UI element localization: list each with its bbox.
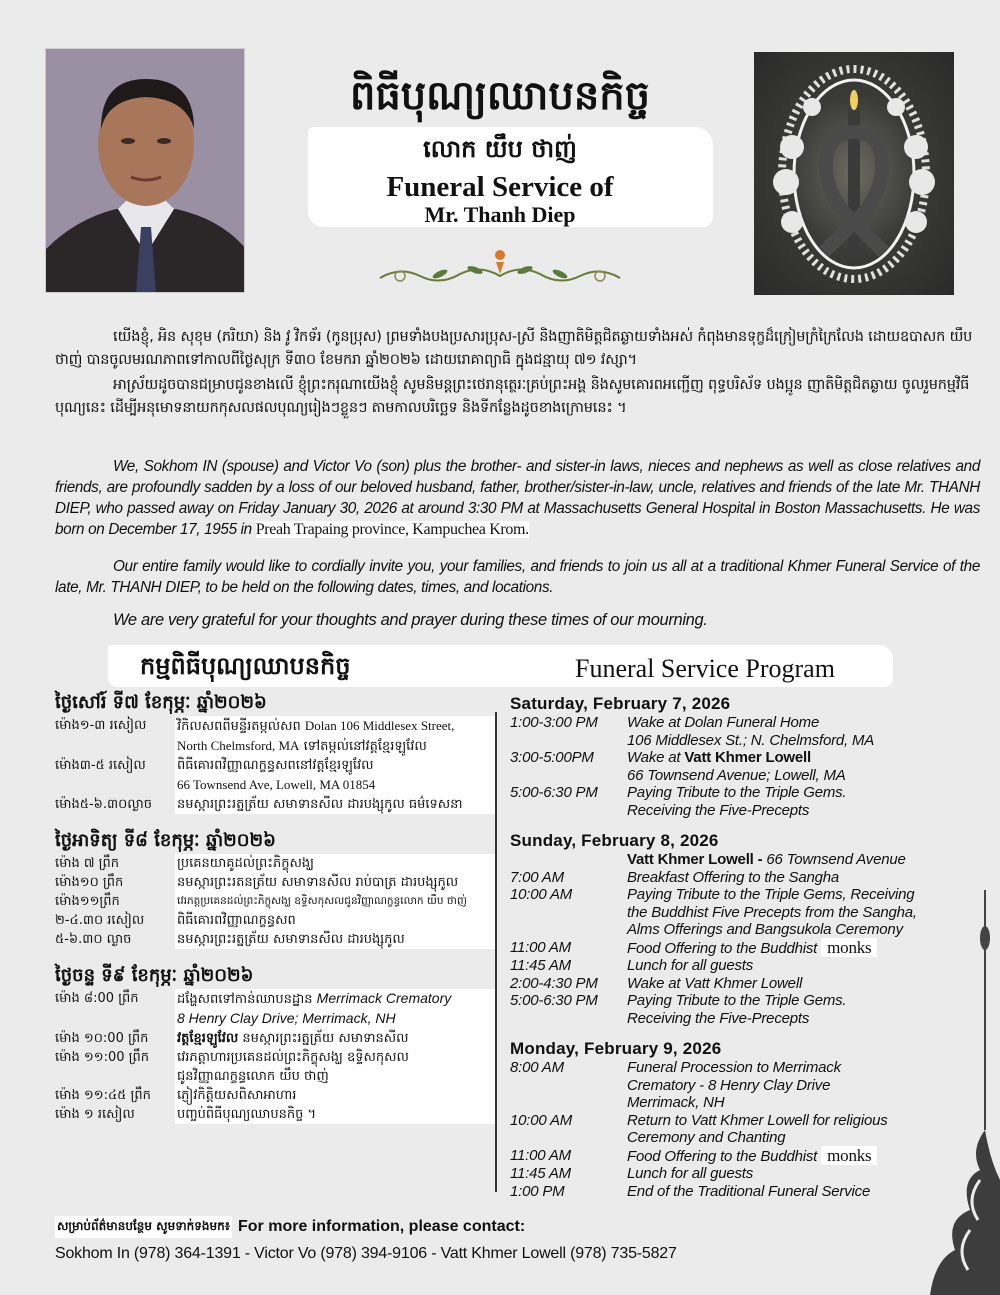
schedule-time-khmer [55,775,175,795]
schedule-desc-english [627,975,940,993]
portrait-illustration [46,49,245,293]
schedule-time-khmer: ២-៤.៣០ រសៀល [55,913,145,928]
day-spacer [510,819,940,831]
schedule-time-english: 1:00-3:00 PM [510,714,598,731]
schedule-row-khmer [55,716,495,736]
schedule-row-english [510,767,940,785]
schedule-desc-bold: វត្តខ្មែរឡូវែល [177,1031,239,1046]
schedule-time-english [510,1094,627,1112]
schedule-desc-khmer [175,775,495,795]
schedule-row-khmer [55,1048,495,1067]
contact-lead-khmer: សម្រាប់ព័ត៌មានបន្ថែម សូមទាក់ទងមក៖ [55,1216,232,1238]
schedule-day-heading-khmer: ថ្ងៃអាទិត្យ ទី៨ ខែកុម្ភៈ ឆ្នាំ២០២៦ [55,830,276,851]
program-title-khmer: កម្មពិធីបុណ្យឈាបនកិច្ច [140,651,351,680]
schedule-row-english [510,1059,940,1077]
schedule-time-khmer [55,736,175,756]
schedule-row-english [510,1147,940,1166]
schedule-row-khmer [55,736,495,756]
schedule-time-khmer: ម៉ោង១១ព្រឹក [55,894,120,909]
mourning-emblem [754,52,954,295]
schedule-time-khmer: ៥-៦.៣០ ល្ងាច [55,932,132,947]
schedule-desc-text: Food Offering to the Buddhist [627,1147,822,1165]
schedule-time-english: 11:00 AM [510,938,571,956]
schedule-desc-text: Paying Tribute to the Triple Gems, Receiving [627,886,915,903]
schedule-desc-text: វេរភត្តប្រគេនដល់ព្រះភិក្ខុសង្ឃ ឧទ្ទិសកុសលជូនវិញ្ញាណក្ខន្ធលោក យឹប ថាញ់ [177,895,467,907]
schedule-row-english [510,732,940,750]
schedule-desc-text: បញ្ចប់ពិធីបុណ្យឈាបនកិច្ច ។ [177,1107,317,1122]
day-spacer [55,949,495,963]
schedule-desc-text: ទៅតម្កល់នៅវត្តខ្មែរឡូវែល [303,739,427,754]
schedule-day-heading-khmer: ថ្ងៃចន្ទ ទី៩ ខែកុម្ភៈ ឆ្នាំ២០២៦ [55,965,254,986]
schedule-time-english: 11:00 AM [510,1146,571,1164]
schedule-desc-text: Food Offering to the Buddhist [627,939,822,957]
schedule-time-khmer: ម៉ោង ១០:00 ព្រឹក [55,1031,149,1046]
schedule-desc-english [627,992,940,1010]
day-spacer [510,1027,940,1039]
schedule-desc-english [627,714,940,732]
schedule-desc-text: ដង្ហែសពទៅកាន់ឈាបនដ្ឋាន [177,992,313,1007]
schedule-desc-text: ភ្ញៀវកិត្តិយសពិសាអាហារ [177,1088,297,1103]
schedule-desc-khmer [175,756,495,775]
schedule-desc-english [627,802,940,820]
schedule-desc-english-inline: 66 Townsend Ave, Lowell, MA 01854 [177,777,376,792]
column-divider [495,712,497,1192]
schedule-row-english [510,921,940,939]
schedule-row-khmer [55,756,495,775]
schedule-desc-english [627,1094,940,1112]
schedule-desc-english [627,1183,940,1201]
schedule-desc-text: 66 Townsend Avenue; Lowell, MA [627,766,846,784]
intro-english-text-2: Our entire family would like to cordially invite you, your families, and friends to join us all at a traditional Khmer Funeral Service of the late, Mr. THANH DIEP, to be held on the following dates, times, and locations. [55,558,980,596]
schedule-desc-khmer [175,736,495,756]
schedule-day-heading-english: Monday, February 9, 2026 [510,1039,722,1058]
schedule-desc-text: Wake at Vatt Khmer Lowell [627,974,803,992]
schedule-desc-english [627,886,940,904]
title-khmer: ពិធីបុណ្យឈាបនកិច្ច [350,72,650,119]
schedule-desc-text: ប្រគេនយាគូដល់ព្រះភិក្ខុសង្ឃ [177,856,314,871]
schedule-desc-text: វេរភត្តាហារប្រគេនដល់ព្រះភិក្ខុសង្ឃ ឧទ្ទិសកុសល [177,1050,409,1065]
schedule-desc-text: នមស្ការព្រះរត្នត្រ័យ សមាទានសីល ដារបង្សុកូល [177,932,405,947]
schedule-time-khmer: ម៉ោង ១១:00 ព្រឹក [55,1050,149,1065]
schedule-day-heading-english: Sunday, February 8, 2026 [510,831,719,850]
schedule-time-english: 5:00-6:30 PM [510,784,598,801]
schedule-desc-text: Crematory - 8 Henry Clay Drive [627,1076,831,1094]
schedule-time-english: 10:00 AM [510,886,573,903]
schedule-time-english [510,1077,627,1095]
schedule-row-english [510,1112,940,1130]
schedule-time-english [510,904,627,922]
schedule-desc-text: Alms Offerings and Bangsukola Ceremony [627,921,903,938]
schedule-desc-text: Lunch for all guests [627,1165,754,1182]
schedule-desc-english [627,1112,940,1130]
schedule-time-english: 7:00 AM [510,868,564,886]
schedule-time-khmer: ម៉ោង ១១:៤៥ ព្រឹក [55,1088,151,1103]
schedule-row-khmer [55,1029,495,1048]
intro-khmer-text-1: យើងខ្ញុំ, អិន សុខុម (ភរិយា) និង វូ វិកទ័រ (កូនប្រុស) ព្រមទាំងបងប្រសារប្រុស-ស្រី និងញាតិមិត្តជិតឆ្ងាយទាំងអស់ កំពុងមានទុក្ខដ៏ក្រៀមក្រំក្រៃលែង ដោយឧបាសក យឹប ថាញ់ បានចូលមរណភាពទៅកាលពីថ្ងៃសុក្រ ទី៣០ ខែមករា ឆ្នាំ២០២៦ ដោយរោគាព្យាធិ ក្នុងជន្មាយុ ៧១ វស្សា។ [55,329,973,368]
monks-text: monks [821,938,877,957]
schedule-desc-english [627,1147,940,1166]
contact-phone-numbers: Sokhom In (978) 364-1391 - Victor Vo (978) 394-9106 - Vatt Khmer Lowell (978) 735-5827 [55,1245,677,1262]
schedule-desc-text: ជូនវិញ្ញាណក្ខន្ធលោក យឹប ថាញ់ [177,1069,329,1084]
schedule-desc-text: នមស្ការព្រះរតនត្រ័យ សមាទានសីល រាប់បាត្រ ដារបង្សុកូល [177,875,459,890]
schedule-desc-text: Wake at [627,749,685,766]
schedule-english [510,694,940,1200]
schedule-desc-english [627,784,940,802]
schedule-desc-english-inline: Merrimack Crematory [316,990,452,1006]
schedule-time-khmer: ម៉ោង១-៣ រសៀល [55,718,147,733]
schedule-row-khmer [55,989,495,1009]
schedule-desc-text: Receiving the Five-Precepts [627,1009,810,1027]
schedule-time-english: 2:00-4:30 PM [510,974,598,992]
schedule-khmer [55,690,495,1124]
schedule-time-english: 3:00-5:00PM [510,749,594,766]
schedule-row-khmer [55,873,495,892]
intro-english-text-3: We are very grateful for your thoughts and prayer during these times of our mourning. [113,611,708,629]
schedule-time-khmer: ម៉ោង ៧ ព្រឹក [55,856,120,871]
schedule-time-khmer: ម៉ោង១០ ព្រឹក [55,875,124,890]
schedule-desc-khmer [175,716,495,736]
schedule-time-english [510,732,627,750]
subtitle-khmer-name: លោក យឹប ថាញ់ [423,134,577,163]
schedule-desc-text: Lunch for all guests [627,957,754,974]
schedule-time-english [510,802,627,820]
schedule-row-khmer [55,892,495,911]
schedule-row-english [510,939,940,958]
schedule-desc-text: Receiving the Five-Precepts [627,801,810,819]
schedule-desc-khmer [175,911,495,930]
schedule-desc-khmer [175,795,495,814]
schedule-desc-bold: Vatt Khmer Lowell [684,749,811,766]
schedule-day-heading-english: Saturday, February 7, 2026 [510,694,731,713]
schedule-desc-khmer [175,1086,495,1105]
schedule-time-english: 5:00-6:30 PM [510,992,598,1009]
contact-heading [55,1216,525,1238]
schedule-desc-text: Ceremony and Chanting [627,1129,786,1146]
schedule-desc-khmer [175,1067,495,1086]
intro-english-paragraph-1 [55,456,980,540]
schedule-desc-text: Funeral Procession to Merrimack [627,1059,841,1076]
schedule-row-english [510,975,940,993]
schedule-row-khmer [55,1105,495,1124]
birthplace-text: Preah Trapaing province, Kampuchea Krom. [255,521,529,538]
schedule-row-english [510,957,940,975]
schedule-time-english [510,1010,627,1028]
schedule-desc-text: the Buddhist Five Precepts from the Sangha, [627,903,917,921]
schedule-day-heading-khmer: ថ្ងៃសៅរ៍ ទី៧ ខែកុម្ភៈ ឆ្នាំ២០២៦ [55,692,267,713]
schedule-desc-text: Return to Vatt Khmer Lowell for religious [627,1111,888,1129]
schedule-desc-english [627,1059,940,1077]
schedule-desc-bold: Vatt Khmer Lowell - [627,851,763,868]
schedule-row-english [510,904,940,922]
schedule-time-english [510,921,627,939]
schedule-desc-text: Breakfast Offering to the Sangha [627,868,840,886]
schedule-desc-khmer [175,1009,495,1029]
schedule-row-english [510,714,940,732]
schedule-row-khmer [55,854,495,873]
schedule-row-english [510,886,940,904]
intro-khmer-text-2: អាស្រ័យដូចបានជម្រាបជូនខាងលើ ខ្ញុំព្រះករុណាយើងខ្ញុំ សូមនិមន្តព្រះថេរានុត្ថេរៈគ្រប់ព្រះអង្គ និងសូមគោរពអញ្ជើញ ពុទ្ធបរិស័ទ បងប្អូន ញាតិមិត្តជិតឆ្ងាយ ចូលរួមកម្មវិធីបុណ្យនេះ ដើម្បីអនុមោទនាយកកុសលផលបុណ្យរៀងៗខ្លួនៗ តាមកាលបរិច្ឆេទ និងទីកន្លែងដូចខាងក្រោមនេះ ។ [55,377,970,416]
schedule-desc-text: 66 Townsend Avenue [762,851,906,868]
schedule-desc-english [627,1165,940,1183]
schedule-desc-text: Paying Tribute to the Triple Gems. [627,784,847,801]
schedule-desc-english [627,732,940,750]
contact-lead-english: For more information, please contact: [238,1218,526,1235]
schedule-row-khmer [55,911,495,930]
schedule-desc-english [627,1010,940,1028]
schedule-desc-english [627,869,940,887]
schedule-time-khmer: ម៉ោង៥-៦.៣០ល្ងាច [55,797,153,812]
floral-ornament-icon [370,248,630,288]
schedule-desc-english [627,904,940,922]
schedule-desc-khmer [175,892,495,911]
schedule-desc-khmer [175,989,495,1009]
schedule-time-english: 8:00 AM [510,1059,564,1076]
schedule-desc-khmer [175,873,495,892]
intro-english-paragraph-2 [55,556,980,598]
intro-english-text-1: We, Sokhom IN (spouse) and Victor Vo (son) plus the brother- and sister-in laws, nieces and nephews as well as close relatives and friends, are profoundly sadden by a loss of our beloved husband, father, brother/sister-in-law, uncle, relatives and friends of the late Mr. THANH DIEP, who passed away on Friday January 30, 2026 at around 3:30 PM at Massachusetts General Hospital in Boston Massachusetts. He was born on December 17, 1955 in [55,458,980,538]
intro-english-paragraph-3 [55,610,980,631]
schedule-desc-text: វិកិលសពពីមន្ទីរតម្កល់សព [177,719,301,734]
schedule-time-english [510,851,627,869]
schedule-row-khmer [55,1086,495,1105]
monks-text: monks [821,1146,877,1165]
schedule-desc-english-inline: 8 Henry Clay Drive; Merrimack, NH [177,1010,396,1026]
schedule-time-khmer: ម៉ោង៣-៥ រសៀល [55,758,146,773]
schedule-row-khmer [55,1067,495,1086]
schedule-row-english [510,784,940,802]
schedule-row-english [510,851,940,869]
schedule-desc-khmer [175,930,495,949]
ribbon-candle-icon [754,52,954,295]
schedule-desc-text: Merrimack, NH [627,1094,725,1111]
schedule-desc-english [627,957,940,975]
schedule-desc-text: Wake at Dolan Funeral Home [627,714,820,731]
schedule-time-english: 11:45 AM [510,1165,571,1182]
schedule-desc-khmer [175,854,495,873]
schedule-time-khmer: ម៉ោង ៨:00 ព្រឹក [55,991,139,1006]
schedule-desc-khmer [175,1105,495,1124]
intro-khmer-paragraph-2 [55,374,975,420]
program-title-english: Funeral Service Program [575,654,835,683]
schedule-time-english: 10:00 AM [510,1111,573,1129]
schedule-row-khmer [55,1009,495,1029]
schedule-desc-text: ពិធីគោរពវិញ្ញាណក្ខន្ធសពនៅវត្តខ្មែរឡូវែល [177,758,374,773]
schedule-row-english [510,869,940,887]
deceased-name-english: Mr. Thanh Diep [424,202,576,227]
schedule-row-english [510,1183,940,1201]
schedule-desc-text: Paying Tribute to the Triple Gems. [627,992,847,1009]
schedule-row-khmer [55,930,495,949]
schedule-row-english [510,749,940,767]
schedule-time-english [510,767,627,785]
schedule-row-khmer [55,775,495,795]
schedule-desc-english-inline: Dolan 106 Middlesex Street, [304,718,455,733]
title-english: Funeral Service of [386,171,614,203]
schedule-desc-text: ពិធីគោរពវិញ្ញាណក្ខន្ធសព [177,913,296,928]
schedule-row-english [510,1165,940,1183]
schedule-row-english [510,992,940,1010]
schedule-desc-english-inline: North Chelmsford, MA [177,738,300,753]
schedule-desc-khmer [175,1029,495,1048]
schedule-time-english: 1:00 PM [510,1182,565,1200]
schedule-row-english [510,1129,940,1147]
schedule-desc-english [627,851,940,869]
schedule-desc-english [627,1077,940,1095]
corner-ornament-icon [930,880,1000,1295]
schedule-desc-text: នមស្ការព្រះរត្នត្រ័យ សមាទានសីល ដារបង្សុកូល ធម៌ទេសនា [177,797,463,812]
schedule-desc-english [627,767,940,785]
schedule-desc-english [627,749,940,767]
schedule-desc-text: End of the Traditional Funeral Service [627,1182,871,1200]
schedule-time-english [510,1129,627,1147]
schedule-time-khmer [55,1067,175,1086]
intro-khmer-paragraph-1 [55,326,975,372]
schedule-time-khmer [55,1009,175,1029]
schedule-row-english [510,802,940,820]
schedule-row-english [510,1077,940,1095]
schedule-desc-english [627,921,940,939]
schedule-row-khmer [55,795,495,814]
schedule-time-khmer: ម៉ោង ១ រសៀល [55,1107,135,1122]
schedule-desc-english [627,939,940,958]
schedule-row-english [510,1094,940,1112]
schedule-desc-text: នមស្ការព្រះរត្នត្រ័យ សមាទានសីល [242,1031,409,1046]
schedule-desc-text: 106 Middlesex St.; N. Chelmsford, MA [627,731,875,749]
schedule-row-english [510,1010,940,1028]
schedule-desc-english [627,1129,940,1147]
day-spacer [55,814,495,828]
portrait-photo [45,48,245,293]
schedule-desc-khmer [175,1048,495,1067]
schedule-time-english: 11:45 AM [510,957,571,974]
